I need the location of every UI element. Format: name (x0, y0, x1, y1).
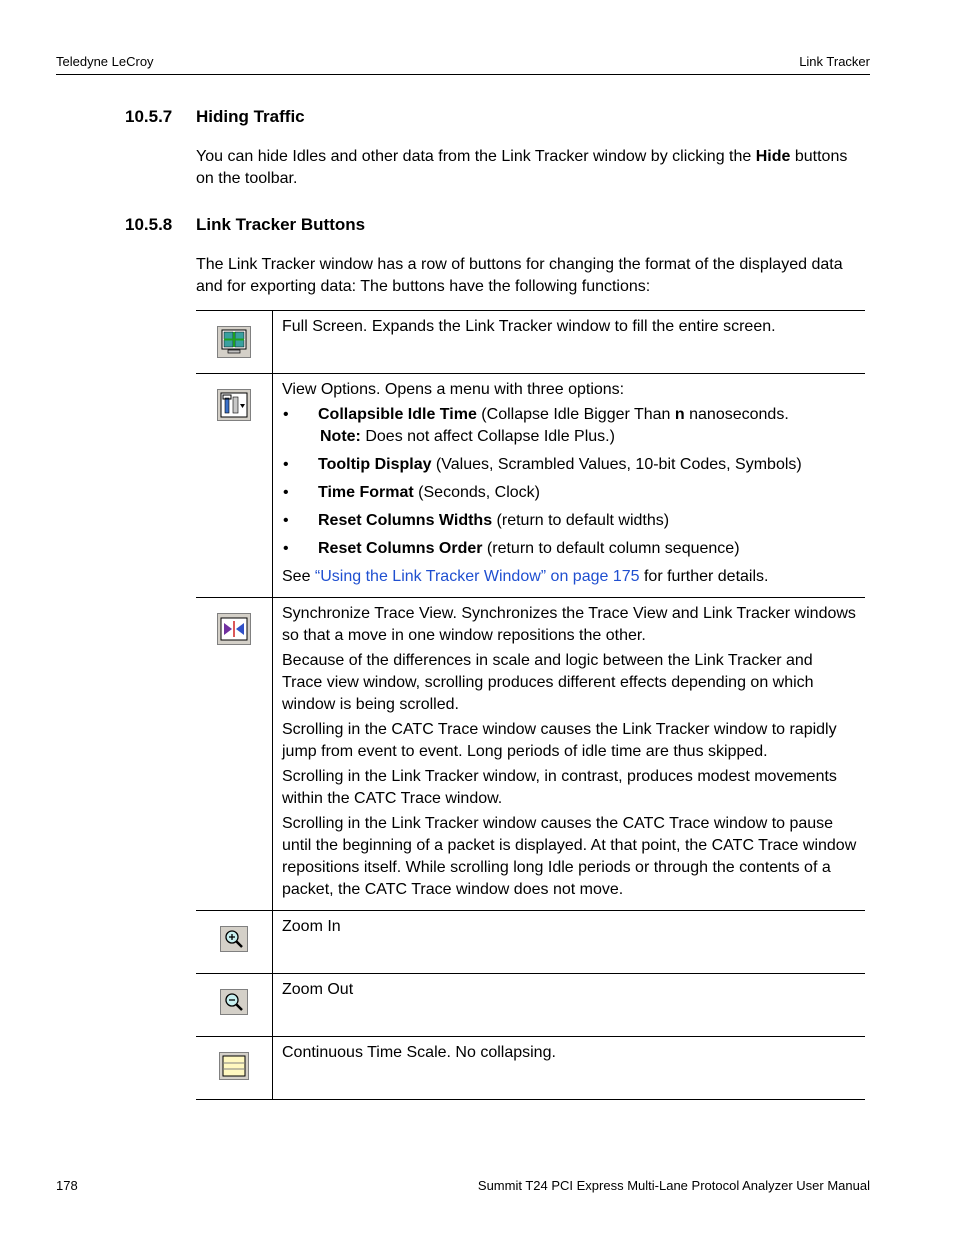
option-name: Reset Columns Widths (318, 512, 493, 529)
icon-cell (196, 374, 273, 598)
link-tracker-buttons-intro: The Link Tracker window has a row of buttons for changing the format of the displayed data and for exporting data: The buttons have the following functions: (196, 256, 843, 295)
list-item (282, 510, 857, 532)
table-row (196, 1037, 865, 1100)
bullet: • (283, 406, 289, 423)
option-name: Reset Columns Order (318, 540, 483, 557)
sync-paragraph: Scrolling in the Link Tracker window causes the CATC Trace window to pause until the beginning of a packet is displayed. At that point, the CATC Trace window repositions itself. While scrolling long Idle periods or through the contents of a packet, the CATC Trace window does not move. (282, 815, 857, 898)
see-also (282, 566, 857, 588)
see-text: See (282, 568, 315, 585)
view-options-intro: View Options. Opens a menu with three options: (282, 381, 625, 398)
note-text: Does not affect Collapse Idle Plus.) (360, 428, 615, 445)
section-number: 10.5.8 (125, 215, 173, 234)
option-n: n (674, 406, 685, 423)
text-cell (273, 911, 866, 974)
list-item (282, 482, 857, 504)
header-left: Teledyne LeCroy (56, 54, 154, 69)
icon-cell (196, 974, 273, 1037)
body-text: You can hide Idles and other data from the Link Tracker window by clicking the (196, 148, 756, 165)
option-note (318, 428, 615, 445)
text-cell (273, 311, 866, 374)
see-text: for further details. (639, 568, 769, 585)
option-detail: (return to default column sequence) (482, 540, 740, 557)
option-detail: nanoseconds. (684, 406, 789, 423)
bullet: • (283, 512, 289, 529)
continuous-description: Continuous Time Scale. No collapsing. (282, 1044, 556, 1061)
zoom-in-description: Zoom In (282, 918, 341, 935)
section-title: Link Tracker Buttons (196, 215, 366, 234)
list-item (282, 454, 857, 476)
sync-paragraph: Scrolling in the CATC Trace window causes the Link Tracker window to rapidly jump from event to event. Long periods of idle time are thus skipped. (282, 721, 837, 760)
sync-paragraph: Because of the differences in scale and logic between the Link Tracker and Trace view window, scrolling produces different effects depending on which window is being scrolled. (282, 652, 814, 713)
continuous-time-scale-icon (219, 1052, 249, 1087)
icon-cell (196, 598, 273, 911)
option-detail: (return to default widths) (492, 512, 670, 529)
option-detail: (Values, Scrambled Values, 10-bit Codes, Symbols) (431, 456, 802, 473)
icon-cell (196, 1037, 273, 1100)
body-text: buttons on the toolbar. (196, 148, 848, 187)
view-options-icon (217, 389, 251, 428)
bullet: • (283, 456, 289, 473)
header-right: Link Tracker (799, 54, 870, 69)
text-cell (273, 1037, 866, 1100)
note-label: Note: (320, 428, 361, 445)
heading-link-tracker-buttons (125, 215, 365, 235)
option-detail: (Seconds, Clock) (413, 484, 540, 501)
icon-cell (196, 311, 273, 374)
cross-reference-link[interactable]: “Using the Link Tracker Window” on page 175 (314, 568, 640, 585)
table-row (196, 974, 865, 1037)
header-rule (56, 74, 870, 75)
table-row (196, 911, 865, 974)
heading-hiding-traffic (125, 107, 305, 127)
body-bold: Hide (755, 148, 791, 165)
hiding-traffic-body (196, 146, 866, 190)
option-detail: (Collapse Idle Bigger Than (476, 406, 675, 423)
zoom-out-description: Zoom Out (282, 981, 354, 998)
option-name: Time Format (318, 484, 414, 501)
view-options-list (282, 404, 857, 560)
list-item (282, 538, 857, 560)
sync-paragraph: Synchronize Trace View. Synchronizes the Trace View and Link Tracker windows so that a move in one window repositions the other. (282, 605, 856, 644)
list-item (282, 404, 857, 448)
table-row (196, 374, 865, 598)
icon-cell (196, 911, 273, 974)
bullet: • (283, 540, 289, 557)
section-title: Hiding Traffic (196, 107, 305, 126)
full-screen-description: Full Screen. Expands the Link Tracker window to fill the entire screen. (282, 318, 776, 335)
text-cell (273, 974, 866, 1037)
zoom-in-icon (220, 926, 248, 959)
sync-paragraph: Scrolling in the Link Tracker window, in contrast, produces modest movements within the CATC Trace window. (282, 768, 837, 807)
table-row (196, 598, 865, 911)
buttons-table (196, 310, 865, 1100)
table-row (196, 311, 865, 374)
zoom-out-icon (220, 989, 248, 1022)
text-cell (273, 374, 866, 598)
footer-title: Summit T24 PCI Express Multi-Lane Protocol Analyzer User Manual (477, 1178, 870, 1193)
full-screen-icon (217, 326, 251, 365)
bullet: • (283, 484, 289, 501)
option-name: Tooltip Display (318, 456, 432, 473)
section-number: 10.5.7 (125, 107, 173, 126)
option-name: Collapsible Idle Time (318, 406, 477, 423)
text-cell (273, 598, 866, 911)
sync-trace-view-icon (217, 613, 251, 652)
footer-page-number: 178 (56, 1178, 78, 1193)
